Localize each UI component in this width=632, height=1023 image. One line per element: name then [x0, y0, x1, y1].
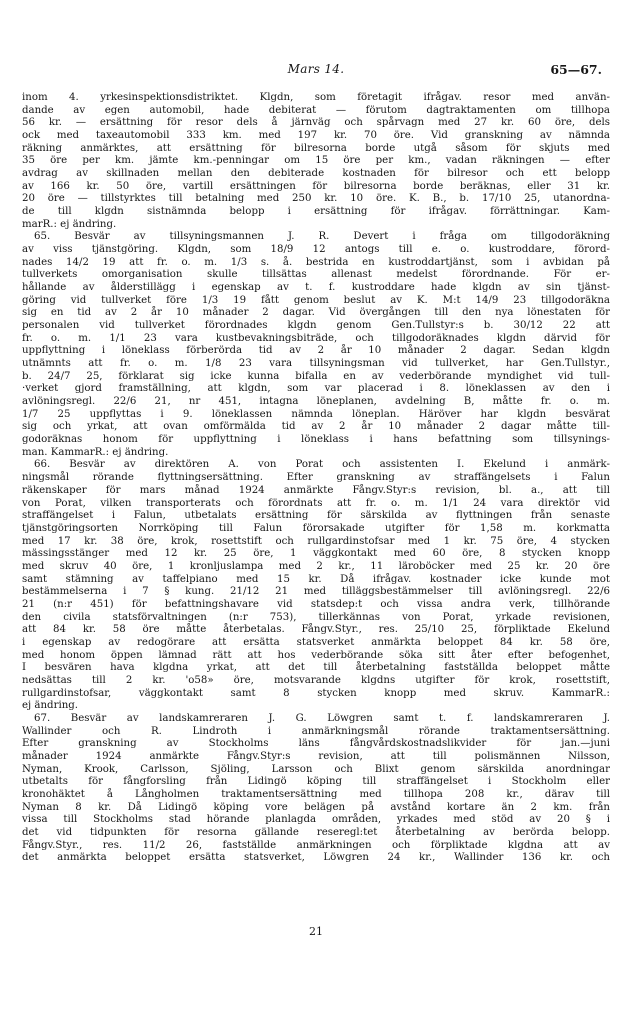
- text-line: bestämmelserna i 7 § kung. 21/12 21 med tilläggsbestämmelser till avlöningsregl. 22/6: [22, 586, 610, 598]
- text-line: 65. Besvär av tillsyningsmannen J. R. Devert i fråga om tillgodoräkning: [34, 231, 610, 243]
- text-line: 56 kr. — ersättning för resor dels å järnväg och spårvagn med 27 kr. 60 öre, dels: [22, 117, 610, 129]
- text-line: i egenskap av redogörare att ersätta statsverket anmärkta beloppet 84 kr. 58 öre,: [22, 636, 610, 648]
- text-line: räkning anmärktes, att ersättning för bilresorna borde utgå såsom för skjuts med: [22, 142, 610, 154]
- text-line: uppflyttning i löneklass förberörda tid av 2 år 10 månader 2 dagar. Sedan klgdn: [22, 345, 610, 357]
- text-line: Nyman 8 kr. Då Lidingö köping vore belägen på avstånd kortare än 2 km. från: [22, 801, 610, 813]
- paragraph-66: [22, 459, 610, 712]
- text-line: med 17 kr. 38 öre, krok, rosettstift och rullgardinstofsar med 1 kr. 75 öre, 4 stycken: [22, 535, 610, 547]
- text-line: avlöningsregl. 22/6 21, nr 451, intagna löneplanen, avdelning B, måtte fr. o. m.: [22, 396, 610, 408]
- text-line: tullverkets omorganisation skulle tillsättas allenast medelst förordnande. För er-: [22, 269, 610, 281]
- text-line: att 84 kr. 58 öre måtte återbetalas. Fångv.Styr., res. 25/10 25, förpliktade Ekelund: [22, 624, 610, 636]
- text-line: ock med taxeautomobil 333 km. med 197 kr. 70 öre. Vid granskning av nämnda: [22, 130, 610, 142]
- text-line: nades 14/2 19 att fr. o. m. 1/3 s. å. bestrida en kustroddartjänst, som i avbidan på: [22, 256, 610, 268]
- text-line: 35 öre per km. jämte km.-penningar om 15 öre per km., vadan räkningen — efter: [22, 155, 610, 167]
- text-line: Nyman, Krook, Carlsson, Sjöling, Larsson och Blixt genom särskilda anordningar: [22, 763, 610, 775]
- text-line: med honom öppen lämnad rätt att hos vederbörande söka sitt åter efter befogenhet,: [22, 649, 610, 661]
- paragraph-continued: [22, 92, 610, 231]
- text-line: straffängelset i Falun, utbetalats ersättning för särskilda av flyttningen från senaste: [22, 510, 610, 522]
- text-line: sig och yrkat, att ovan omförmälda tid av 2 år 10 månader 2 dagar måtte till-: [22, 421, 610, 433]
- text-line: göring vid tullverket före 1/3 19 fått genom beslut av K. M:t 14/9 23 tillgodoräkna: [22, 294, 610, 306]
- text-line: av viss tjänstgöring. Klgdn, som 18/9 12 antogs till e. o. kustroddare, förord-: [22, 244, 610, 256]
- text-line: kronohäktet å Långholmen traktamentsersättning med tillhopa 208 kr., därav till: [22, 788, 610, 800]
- text-line: godoräknas honom för uppflyttning i löneklass i hans befattning som tillsynings-: [22, 434, 610, 446]
- text-line: utbetalts för fångforsling från Lidingö köping till straffängelset i Stockholm eller: [22, 776, 610, 788]
- text-line: de till klgdn sistnämnda belopp i ersättning för ifrågav. förrättningar. Kam-: [22, 206, 610, 218]
- text-line: personalen vid tullverket förordnades klgdn genom Gen.Tullstyr:s b. 30/12 22 att: [22, 320, 610, 332]
- text-line: 20 öre — tillstyrktes till betalning med 250 kr. 10 öre. K. B., b. 17/10 25, utanordna-: [22, 193, 610, 205]
- text-line: av 166 kr. 50 öre, vartill ersättningen för bilresorna borde beräknas, eller 31 kr.: [22, 180, 610, 192]
- text-line: månader 1924 anmärkte Fångv.Styr:s revision, att till polismännen Nilsson,: [22, 750, 610, 762]
- running-title: Mars 14.: [287, 62, 345, 76]
- text-line: fr. o. m. 1/1 23 vara kustbevakningsbiträde, och tillgodoräknades klgdn därvid för: [22, 332, 610, 344]
- text-line: avdrag av skillnaden mellan den debiterade kostnaden för bilresor och ett belopp: [22, 168, 610, 180]
- text-line: man. KammarR.: ej ändring.: [22, 446, 169, 458]
- text-line: 66. Besvär av direktören A. von Porat och assistenten I. Ekelund i anmärk-: [34, 459, 610, 471]
- running-head: [22, 62, 610, 82]
- text-line: 21 (n:r 451) för befattningshavare vid statsdep:t och vissa andra verk, tillhörande: [22, 598, 610, 610]
- text-line: ·verket gjord framställning, att klgdn, som var placerad i 8. löneklassen av den i: [22, 383, 610, 395]
- text-line: sig en tid av 2 år 10 månader 2 dagar. Vid övergången till den nya lönestaten för: [22, 307, 610, 319]
- text-line: dande av egen automobil, hade debiterat — förutom dagtraktamenten om tillhopa: [22, 104, 610, 116]
- text-line: mässingsstänger med 12 kr. 25 öre, 1 väggkontakt med 60 öre, 8 stycken knopp: [22, 548, 610, 560]
- text-line: den civila statsförvaltningen (n:r 753), tillerkännas von Porat, yrkade revisionen,: [22, 611, 610, 623]
- text-line: b. 24/7 25, förklarat sig icke kunna bifalla en av vederbörande myndighet vid tull-: [22, 370, 610, 382]
- text-line: med skruv 40 öre, 1 kronljuslampa med 2 kr., 11 läroböcker med 25 kr. 20 öre: [22, 560, 610, 572]
- page-number: 21: [309, 925, 323, 938]
- text-line: 67. Besvär av landskamreraren J. G. Löwgren samt t. f. landskamreraren J.: [34, 712, 610, 724]
- text-line: det vid tidpunkten för resorna gällande reseregl:tet återbetalning av berörda belopp.: [22, 826, 610, 838]
- text-line: Fångv.Styr., res. 11/2 26, fastställde anmärkningen och förpliktade klgdna att av: [22, 839, 610, 851]
- body-text: [22, 92, 610, 865]
- text-line: 1/7 25 uppflyttas i 9. löneklassen nämnda löneplan. Häröver har klgdn besvärat: [22, 408, 610, 420]
- text-line: utnämnts att fr. o. m. 1/8 23 vara tillsyningsman vid tullverket, har Gen.Tullstyr.,: [22, 358, 610, 370]
- text-line: samt stämning av taffelpiano med 15 kr. Då ifrågav. kostnader icke kunde mot: [22, 573, 610, 585]
- text-line: marR.: ej ändring.: [22, 218, 117, 230]
- text-line: ningsmål rörande flyttningsersättning. Efter granskning av straffängelsets i Falun: [22, 472, 610, 484]
- text-line: I besvären hava klgdna yrkat, att det till återbetalning fastställda beloppet måtte: [22, 662, 610, 674]
- paragraph-67: [22, 713, 610, 865]
- text-line: Efter granskning av Stockholms läns fångvårdskostnadslikvider för jan.—juni: [22, 738, 610, 750]
- text-line: rullgardinstofsar, väggkontakt samt 8 stycken knopp med skruv. KammarR.:: [22, 687, 610, 699]
- text-line: Wallinder och R. Lindroth i anmärkningsmål rörande traktamentsersättning.: [22, 725, 610, 737]
- text-line: von Porat, vilken transporterats och förordnats att fr. o. m. 1/1 24 vara direktör vid: [22, 497, 610, 509]
- text-line: tjänstgöringsorten Norrköping till Falun förorsakade utgifter för 1,58 m. korkmatta: [22, 522, 610, 534]
- text-line: räkenskaper för mars månad 1924 anmärkte Fångv.Styr:s revision, bl. a., att till: [22, 484, 610, 496]
- paragraph-65: [22, 231, 610, 459]
- text-line: inom 4. yrkesinspektionsdistriktet. Klgdn, som företagit ifrågav. resor med använ-: [22, 92, 610, 103]
- section-range: 65—67.: [550, 62, 602, 77]
- text-line: vissa till Stockholms stad hörande planlagda områden, yrkades med stöd av 20 § i: [22, 814, 610, 826]
- text-line: nedsättas till 2 kr. 'o58» öre, motsvarande klgdns utgifter för krok, rosettstift,: [22, 674, 610, 686]
- text-line: ej ändring.: [22, 700, 79, 712]
- text-line: hållande av ålderstillägg i egenskap av t. f. kustroddare hade klgdn av sin tjänst-: [22, 282, 610, 294]
- text-line: det anmärkta beloppet ersätta statsverket, Löwgren 24 kr., Wallinder 136 kr. och: [22, 852, 610, 864]
